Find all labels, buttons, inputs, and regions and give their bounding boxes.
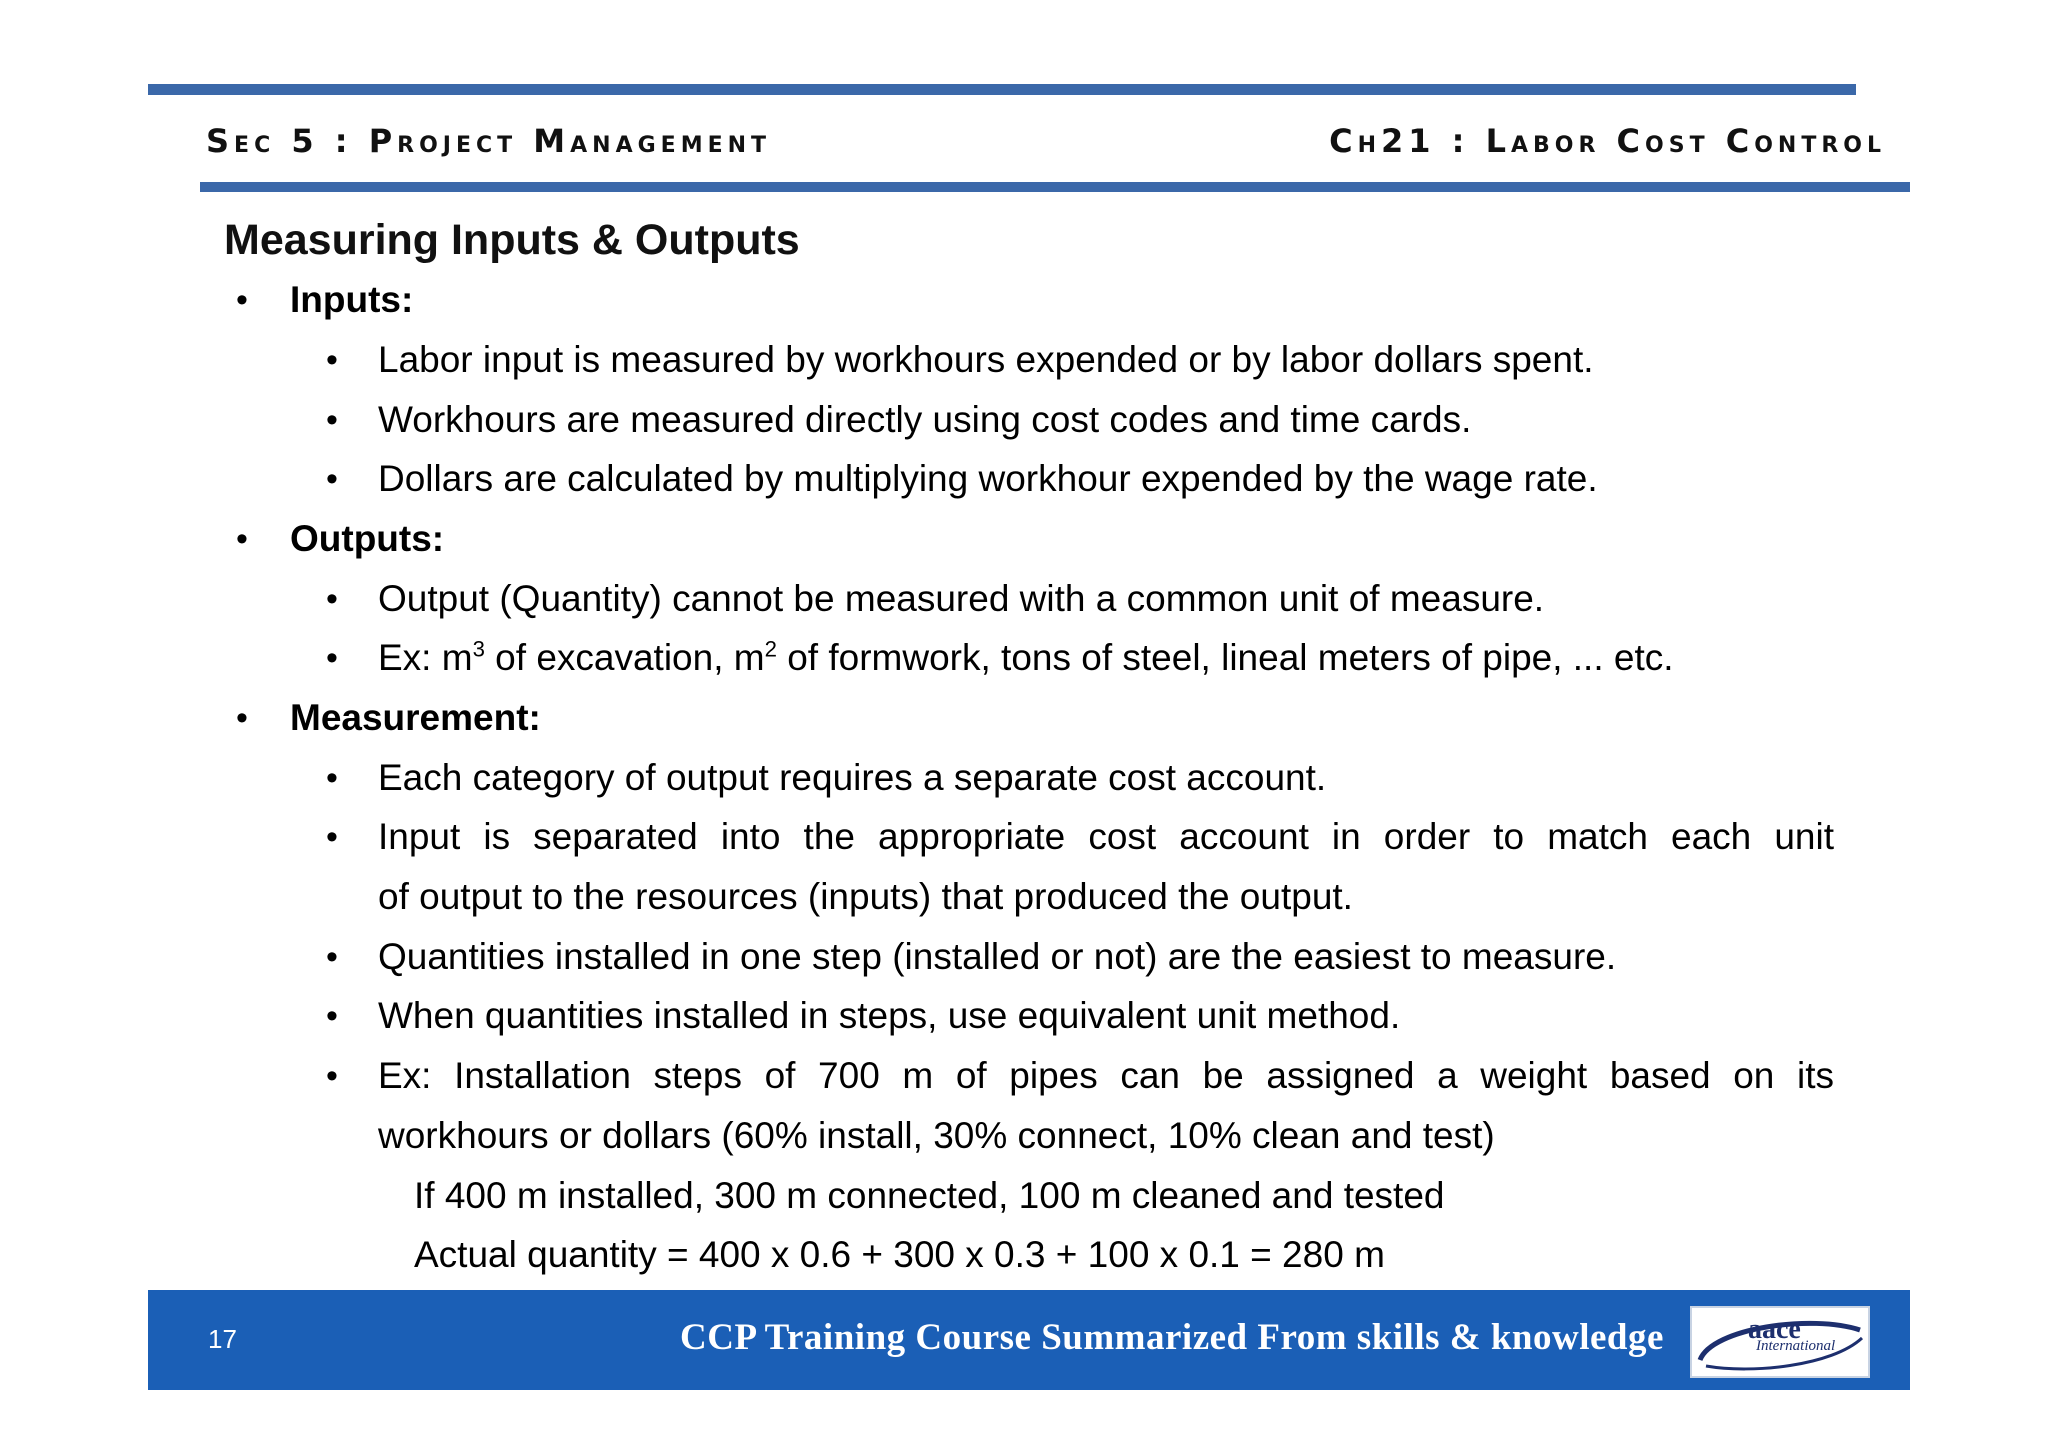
list-item-example: Ex: $m^3$ of excavation, $m^2$ of formwork, tons of steel, lineal meters of pipe, ... etc. (378, 636, 1674, 678)
measurement-heading: Measurement: (290, 697, 541, 738)
logo-subtext: International (1756, 1338, 1836, 1354)
logo-text: aace (1748, 1314, 1801, 1345)
bullet-icon: • (326, 938, 338, 976)
slide-title: Measuring Inputs & Outputs (224, 216, 800, 264)
list-item-continuation: of output to the resources (inputs) that produced the output. (378, 876, 1353, 917)
list-item: Quantities installed in one step (installed or not) are the easiest to measure. (378, 936, 1617, 977)
calc-line: Actual quantity = 400 x 0.6 + 300 x 0.3 + 100 x 0.1 = 280 m (414, 1234, 1385, 1275)
footer-bar (148, 1290, 1910, 1390)
list-item-continuation: workhours or dollars (60% install, 30% connect, 10% clean and test) (378, 1115, 1495, 1156)
list-item: When quantities installed in steps, use equivalent unit method. (378, 995, 1401, 1036)
footer-text: CCP Training Course Summarized From skills & knowledge (680, 1317, 1664, 1358)
list-item: Labor input is measured by workhours expended or by labor dollars spent. (378, 339, 1594, 380)
chapter-header: Ch21 : Labor Cost Control (1329, 122, 1886, 160)
list-item: Each category of output requires a separate cost account. (378, 757, 1327, 798)
aace-logo (1690, 1306, 1870, 1378)
bullet-icon: • (326, 341, 338, 379)
section-header: Sec 5 : Project Management (206, 122, 772, 160)
bullet-icon: • (326, 997, 338, 1035)
bullet-icon: • (326, 1057, 338, 1095)
list-item: Ex: Installation steps of 700 m of pipes can be assigned a weight based on its (378, 1055, 1834, 1096)
bullet-icon: • (326, 401, 338, 439)
list-item: Output (Quantity) cannot be measured with a common unit of measure. (378, 578, 1545, 619)
header-rule-bottom (200, 182, 1910, 192)
list-item: Workhours are measured directly using cost codes and time cards. (378, 399, 1472, 440)
calc-line: If 400 m installed, 300 m connected, 100 m cleaned and tested (414, 1175, 1445, 1216)
bullet-icon: • (326, 460, 338, 498)
outputs-heading: Outputs: (290, 518, 445, 559)
inputs-heading: Inputs: (290, 279, 414, 320)
bullet-icon: • (326, 818, 338, 856)
bullet-icon: • (326, 759, 338, 797)
bullet-icon: • (326, 580, 338, 618)
bullet-icon: • (236, 699, 248, 737)
bullet-icon: • (326, 639, 338, 677)
list-item: Input is separated into the appropriate cost account in order to match each unit (378, 816, 1834, 857)
page-number: 17 (208, 1324, 237, 1354)
bullet-icon: • (236, 520, 248, 558)
header-rule-top (148, 84, 1856, 95)
list-item: Dollars are calculated by multiplying workhour expended by the wage rate. (378, 458, 1598, 499)
bullet-icon: • (236, 281, 248, 319)
